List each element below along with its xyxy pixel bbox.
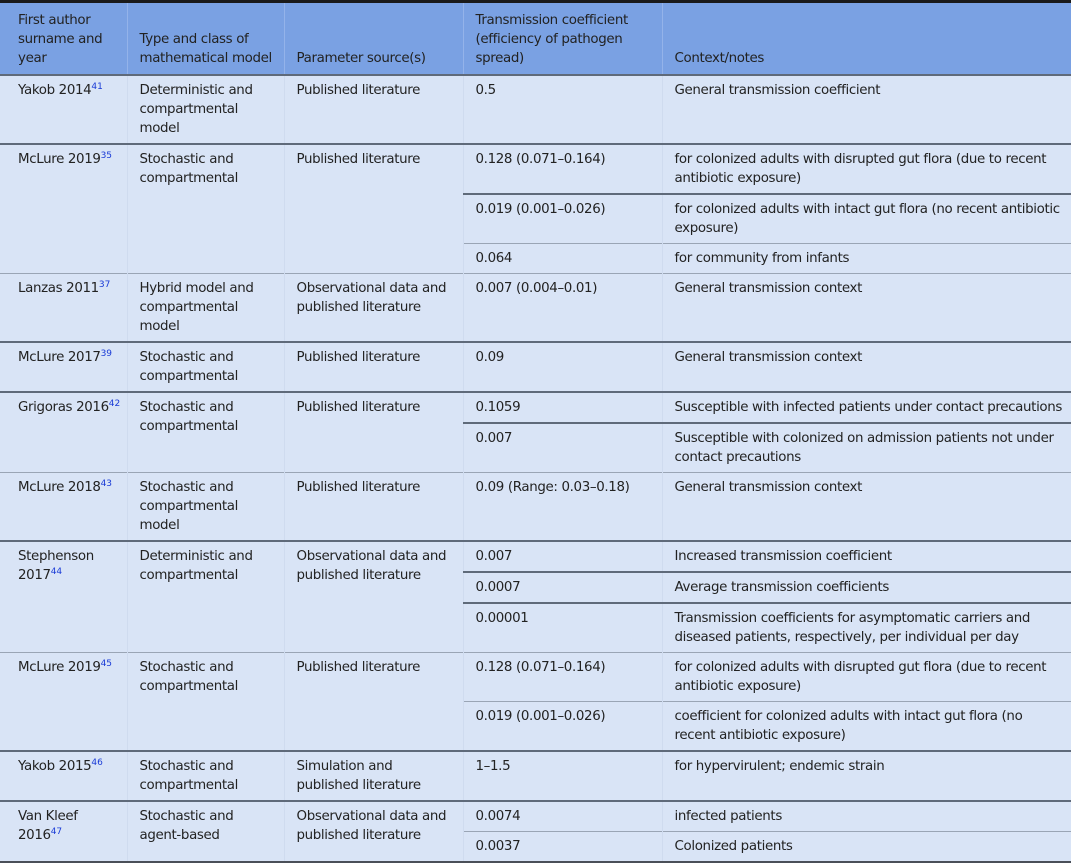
reference-link[interactable]: 45 bbox=[100, 659, 113, 669]
model-cell: Stochastic and compartmental bbox=[127, 342, 284, 392]
table-row bbox=[0, 541, 1071, 572]
notes-cell: for colonized adults with intact gut flora (no recent antibiotic exposure) bbox=[662, 194, 1071, 244]
author-cell bbox=[0, 541, 127, 653]
reference-link[interactable]: 44 bbox=[50, 567, 63, 577]
coefficient-cell: 0.09 (Range: 0.03–0.18) bbox=[463, 473, 662, 542]
coefficient-cell: 0.5 bbox=[463, 75, 662, 144]
model-cell: Deterministic and compartmental bbox=[127, 541, 284, 653]
author-name: Stephenson 2017 bbox=[18, 549, 94, 583]
notes-cell: for community from infants bbox=[662, 244, 1071, 274]
table-row bbox=[0, 653, 1071, 702]
author-name: McLure 2017 bbox=[18, 350, 101, 365]
author-cell bbox=[0, 801, 127, 862]
source-cell: Published literature bbox=[284, 392, 463, 473]
notes-cell: Transmission coefficients for asymptomatic carriers and diseased patients, respectively, per individual per day bbox=[662, 603, 1071, 653]
table-row bbox=[0, 392, 1071, 423]
coefficient-cell: 0.064 bbox=[463, 244, 662, 274]
model-cell: Deterministic and compartmental model bbox=[127, 75, 284, 144]
author-name: Yakob 2014 bbox=[18, 83, 92, 98]
reference-link[interactable]: 46 bbox=[91, 758, 103, 768]
author-cell bbox=[0, 144, 127, 274]
model-cell: Stochastic and agent-based bbox=[127, 801, 284, 862]
coefficient-cell: 0.1059 bbox=[463, 392, 662, 423]
coefficient-cell: 0.0037 bbox=[463, 832, 662, 863]
author-cell bbox=[0, 653, 127, 752]
coefficient-cell: 0.128 (0.071–0.164) bbox=[463, 653, 662, 702]
notes-cell: General transmission context bbox=[662, 473, 1071, 542]
model-cell: Stochastic and compartmental bbox=[127, 751, 284, 801]
header-row bbox=[0, 2, 1071, 76]
notes-cell: infected patients bbox=[662, 801, 1071, 832]
author-cell bbox=[0, 75, 127, 144]
author-name: McLure 2018 bbox=[18, 480, 101, 495]
model-cell: Hybrid model and compartmental model bbox=[127, 274, 284, 343]
notes-cell: Average transmission coefficients bbox=[662, 572, 1071, 603]
coefficient-cell: 0.019 (0.001–0.026) bbox=[463, 194, 662, 244]
author-cell bbox=[0, 392, 127, 473]
reference-link[interactable]: 35 bbox=[100, 151, 113, 161]
header-model: Type and class of mathematical model bbox=[127, 2, 284, 76]
model-cell: Stochastic and compartmental model bbox=[127, 473, 284, 542]
coefficient-cell: 0.007 bbox=[463, 541, 662, 572]
reference-link[interactable]: 47 bbox=[50, 827, 63, 837]
table-row bbox=[0, 144, 1071, 194]
table-header bbox=[0, 2, 1071, 76]
reference-link[interactable]: 43 bbox=[100, 479, 113, 489]
author-name: Yakob 2015 bbox=[18, 759, 92, 774]
header-source: Parameter source(s) bbox=[284, 2, 463, 76]
table-row bbox=[0, 75, 1071, 144]
coefficient-cell: 1–1.5 bbox=[463, 751, 662, 801]
reference-link[interactable]: 39 bbox=[100, 349, 113, 359]
model-cell: Stochastic and compartmental bbox=[127, 392, 284, 473]
header-coefficient: Transmission coefficient (efficiency of pathogen spread) bbox=[463, 2, 662, 76]
reference-link[interactable]: 37 bbox=[98, 280, 111, 290]
notes-cell: for colonized adults with disrupted gut flora (due to recent antibiotic exposure) bbox=[662, 144, 1071, 194]
notes-cell: Colonized patients bbox=[662, 832, 1071, 863]
source-cell: Published literature bbox=[284, 653, 463, 752]
notes-cell: General transmission context bbox=[662, 274, 1071, 343]
table-row bbox=[0, 342, 1071, 392]
coefficient-cell: 0.0074 bbox=[463, 801, 662, 832]
author-cell bbox=[0, 342, 127, 392]
notes-cell: Increased transmission coefficient bbox=[662, 541, 1071, 572]
coefficient-cell: 0.00001 bbox=[463, 603, 662, 653]
coefficient-cell: 0.0007 bbox=[463, 572, 662, 603]
reference-link[interactable]: 41 bbox=[91, 82, 103, 92]
table-row bbox=[0, 473, 1071, 542]
coefficient-cell: 0.007 bbox=[463, 423, 662, 473]
coefficient-cell: 0.09 bbox=[463, 342, 662, 392]
source-cell: Simulation and published literature bbox=[284, 751, 463, 801]
table-row bbox=[0, 274, 1071, 343]
reference-link[interactable]: 42 bbox=[108, 399, 121, 409]
header-notes: Context/notes bbox=[662, 2, 1071, 76]
source-cell: Published literature bbox=[284, 473, 463, 542]
notes-cell: coefficient for colonized adults with intact gut flora (no recent antibiotic exposure) bbox=[662, 702, 1071, 752]
coefficient-cell: 0.128 (0.071–0.164) bbox=[463, 144, 662, 194]
source-cell: Observational data and published literature bbox=[284, 541, 463, 653]
notes-cell: Susceptible with infected patients under contact precautions bbox=[662, 392, 1071, 423]
author-name: Grigoras 2016 bbox=[18, 400, 109, 415]
author-name: McLure 2019 bbox=[18, 660, 101, 675]
notes-cell: General transmission context bbox=[662, 342, 1071, 392]
model-cell: Stochastic and compartmental bbox=[127, 653, 284, 752]
coefficient-cell: 0.019 (0.001–0.026) bbox=[463, 702, 662, 752]
source-cell: Observational data and published literature bbox=[284, 274, 463, 343]
notes-cell: General transmission coefficient bbox=[662, 75, 1071, 144]
table-row bbox=[0, 751, 1071, 801]
notes-cell: Susceptible with colonized on admission patients not under contact precautions bbox=[662, 423, 1071, 473]
source-cell: Published literature bbox=[284, 144, 463, 274]
table-body bbox=[0, 75, 1071, 862]
source-cell: Published literature bbox=[284, 75, 463, 144]
author-name: Lanzas 2011 bbox=[18, 281, 99, 296]
author-name: Van Kleef 2016 bbox=[18, 809, 78, 843]
author-name: McLure 2019 bbox=[18, 152, 101, 167]
table-row bbox=[0, 801, 1071, 832]
author-cell bbox=[0, 751, 127, 801]
notes-cell: for hypervirulent; endemic strain bbox=[662, 751, 1071, 801]
coefficient-cell: 0.007 (0.004–0.01) bbox=[463, 274, 662, 343]
author-cell bbox=[0, 473, 127, 542]
model-cell: Stochastic and compartmental bbox=[127, 144, 284, 274]
source-cell: Observational data and published literature bbox=[284, 801, 463, 862]
source-cell: Published literature bbox=[284, 342, 463, 392]
notes-cell: for colonized adults with disrupted gut flora (due to recent antibiotic exposure) bbox=[662, 653, 1071, 702]
author-cell bbox=[0, 274, 127, 343]
header-author: First author surname and year bbox=[0, 2, 127, 76]
